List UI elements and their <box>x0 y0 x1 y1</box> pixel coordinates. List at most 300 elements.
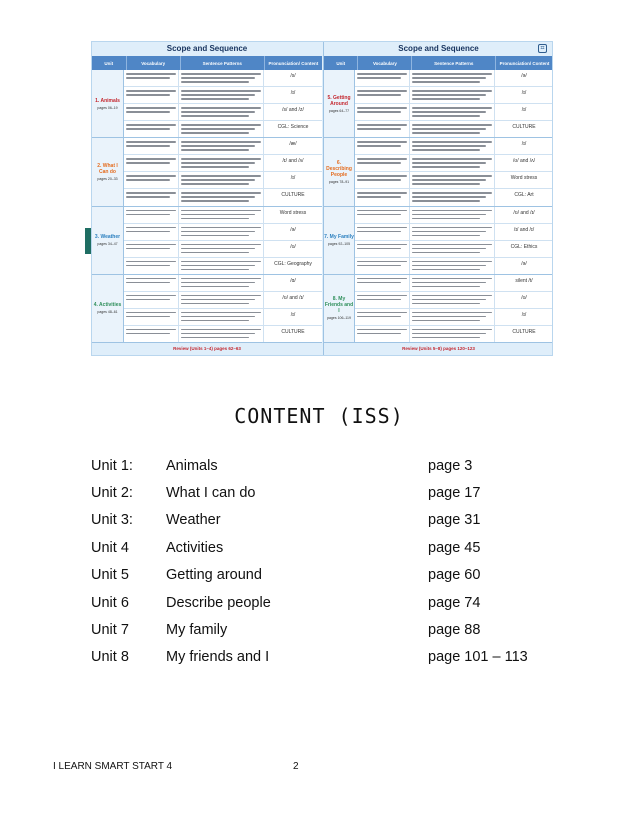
scope-text-line <box>181 94 255 96</box>
scope-cell <box>124 87 179 103</box>
scope-line <box>124 189 322 205</box>
scope-unit-pages: pages 48–61 <box>97 310 118 315</box>
scope-text-line <box>412 329 492 331</box>
scope-cell <box>495 258 553 274</box>
toc-unit-title: Animals <box>166 457 218 474</box>
scope-unit-lines <box>124 138 322 205</box>
scope-cell <box>410 189 495 205</box>
scope-line <box>355 224 553 241</box>
scope-text-line <box>126 261 176 263</box>
scope-cell <box>495 104 553 120</box>
scope-cell <box>179 326 264 342</box>
toc-page-ref: page 3 <box>428 457 473 474</box>
scope-text-line <box>412 337 480 339</box>
scope-text-line <box>181 235 249 237</box>
scope-unit-lines <box>124 275 322 342</box>
scope-text-line <box>126 248 170 250</box>
toc-unit-label: Unit 4 <box>91 539 129 556</box>
scope-text-line <box>181 111 255 113</box>
pronunciation-text: Word stress <box>510 175 538 182</box>
toc-row <box>91 507 551 534</box>
scope-cell <box>124 155 179 171</box>
scope-text-line <box>357 210 407 212</box>
scope-text-line <box>181 282 255 284</box>
pronunciation-text: /ɪ/ <box>290 311 296 318</box>
pronunciation-text: CULTURE <box>281 328 305 335</box>
scope-text-line <box>126 299 170 301</box>
scope-text-line <box>126 227 176 229</box>
scope-cell <box>355 70 410 86</box>
scope-text-line <box>181 278 261 280</box>
scope-cell <box>124 241 179 257</box>
scope-text-line <box>412 141 492 143</box>
scope-sequence-image <box>91 41 553 356</box>
scope-text-line <box>357 333 401 335</box>
scope-text-line <box>412 265 486 267</box>
scope-line <box>355 241 553 258</box>
scope-text-line <box>181 162 255 164</box>
scope-text-line <box>181 337 249 339</box>
scope-text-line <box>126 111 170 113</box>
scope-line <box>355 258 553 274</box>
scope-text-line <box>412 111 486 113</box>
scope-cell <box>264 258 322 274</box>
footer-page-number: 2 <box>293 761 299 772</box>
scope-text-line <box>181 77 255 79</box>
scope-text-line <box>181 261 261 263</box>
scope-text-line <box>412 77 486 79</box>
scope-text-line <box>181 248 255 250</box>
scope-text-line <box>181 312 261 314</box>
pronunciation-text: /ɪ/ and /ʌ/ <box>282 158 304 165</box>
scope-cell <box>124 258 179 274</box>
scope-line <box>124 70 322 87</box>
scope-unit-cell <box>92 138 124 205</box>
scope-cell <box>264 172 322 188</box>
scope-text-line <box>181 320 249 322</box>
scope-cell <box>410 207 495 223</box>
scope-text-line <box>181 90 261 92</box>
pronunciation-text: CGL: Art <box>514 192 534 199</box>
scope-cell <box>124 189 179 205</box>
scope-cell <box>355 224 410 240</box>
scope-text-line <box>181 265 255 267</box>
toc-unit-label: Unit 3: <box>91 512 133 529</box>
scope-text-line <box>412 282 486 284</box>
scope-unit-lines <box>124 70 322 137</box>
scope-text-line <box>181 329 261 331</box>
scope-text-line <box>357 282 401 284</box>
scope-unit-lines <box>355 275 553 342</box>
scope-cell <box>179 104 264 120</box>
scope-text-line <box>126 94 170 96</box>
scope-unit-name: 2. What I Can do <box>97 162 118 175</box>
scope-text-line <box>357 196 401 198</box>
toc-page-ref: page 88 <box>428 622 481 639</box>
scope-line <box>355 309 553 326</box>
scope-cell <box>495 224 553 240</box>
scope-text-line <box>357 312 407 314</box>
scope-cell <box>179 70 264 86</box>
scope-cell <box>410 70 495 86</box>
scope-text-line <box>412 210 492 212</box>
scope-text-line <box>181 333 255 335</box>
scope-cell <box>495 87 553 103</box>
scope-text-line <box>181 179 255 181</box>
scope-text-line <box>181 269 249 271</box>
table-body-right <box>324 70 553 343</box>
scope-cell <box>355 292 410 308</box>
scope-text-line <box>412 218 480 220</box>
scope-text-line <box>126 329 176 331</box>
toc-page-ref: page 45 <box>428 539 481 556</box>
scope-line <box>124 138 322 155</box>
scope-cell <box>179 155 264 171</box>
scope-cell <box>179 207 264 223</box>
scope-cell <box>264 292 322 308</box>
expand-icon: ⌗ <box>538 44 547 53</box>
scope-unit-row <box>92 207 322 275</box>
toc-page-ref: page 17 <box>428 485 481 502</box>
scope-text-line <box>181 200 249 202</box>
scope-text-line <box>412 98 480 100</box>
scope-unit-pages: pages 34–47 <box>97 242 118 247</box>
scope-cell <box>124 138 179 154</box>
scope-cell <box>264 121 322 137</box>
toc-unit-title: My friends and I <box>166 649 270 666</box>
scope-text-line <box>181 145 255 147</box>
toc-row <box>91 534 551 561</box>
scope-cell <box>355 172 410 188</box>
scope-cell <box>355 309 410 325</box>
scope-cell <box>495 155 553 171</box>
scope-cell <box>124 275 179 291</box>
scope-line <box>124 207 322 224</box>
scope-cell <box>355 87 410 103</box>
scope-cell <box>355 138 410 154</box>
pronunciation-text: Word stress <box>279 209 307 216</box>
scope-text-line <box>412 115 480 117</box>
scope-line <box>124 241 322 258</box>
scope-text-line <box>357 192 407 194</box>
scope-cell <box>495 241 553 257</box>
toc-unit-label: Unit 7 <box>91 622 129 639</box>
toc-unit-label: Unit 8 <box>91 649 129 666</box>
scope-unit-cell <box>92 207 124 274</box>
pronunciation-text: /ə/ <box>521 73 527 79</box>
scope-text-line <box>412 227 492 229</box>
scope-text-line <box>412 183 480 185</box>
scope-text-line <box>181 303 249 305</box>
toc-unit-label: Unit 6 <box>91 594 129 611</box>
scope-unit-cell <box>324 207 355 274</box>
scope-unit-row <box>92 138 322 206</box>
scope-unit-lines <box>355 70 553 137</box>
scope-line <box>355 326 553 342</box>
scope-cell <box>355 326 410 342</box>
scope-line <box>355 275 553 292</box>
scope-unit-name: 1. Animals <box>95 97 120 104</box>
scope-line <box>355 207 553 224</box>
scope-unit-row <box>92 70 322 138</box>
pronunciation-text: /ɪ/ <box>521 141 527 148</box>
scope-text-line <box>126 312 176 314</box>
pronunciation-text: /ə/ <box>521 260 527 267</box>
scope-text-line <box>181 295 261 297</box>
scope-unit-row <box>324 207 553 275</box>
scope-cell <box>355 258 410 274</box>
scope-text-line <box>126 179 170 181</box>
scope-cell <box>495 275 553 291</box>
toc-unit-title: Activities <box>166 539 224 556</box>
scope-text-line <box>126 124 176 126</box>
scope-text-line <box>126 265 170 267</box>
pronunciation-text: /æ/ <box>289 141 297 148</box>
scope-cell <box>495 326 553 342</box>
scope-text-line <box>181 316 255 318</box>
scope-cell <box>410 155 495 171</box>
pronunciation-text: /ɪ/ <box>521 311 527 318</box>
scope-text-line <box>357 231 401 233</box>
scope-text-line <box>357 278 407 280</box>
scope-cell <box>410 87 495 103</box>
toc-unit-title: My family <box>166 622 228 639</box>
toc-unit-title: Weather <box>166 512 221 529</box>
toc-unit-label: Unit 1: <box>91 457 133 474</box>
scope-cell <box>124 309 179 325</box>
scope-cell <box>124 326 179 342</box>
scope-cell <box>264 155 322 171</box>
scope-text-line <box>126 145 170 147</box>
review-label-right: Review (Units 5–8) pages 120–123 <box>402 346 475 351</box>
scope-text-line <box>181 158 261 160</box>
scope-cell <box>495 292 553 308</box>
scope-text-line <box>412 299 486 301</box>
scope-unit-pages: pages 92–105 <box>327 242 351 247</box>
scope-text-line <box>412 316 486 318</box>
scope-unit-cell <box>324 275 355 342</box>
scope-line <box>355 138 553 155</box>
scope-text-line <box>181 149 249 151</box>
toc-unit-title: Getting around <box>166 567 262 584</box>
scope-text-line <box>412 128 486 130</box>
header-unit: Unit <box>324 56 358 70</box>
table-header-left <box>92 56 322 70</box>
scope-cell <box>410 138 495 154</box>
pronunciation-text: /ɪ/ and /ɪ/ <box>513 226 535 233</box>
scope-unit-lines <box>355 207 553 274</box>
scope-cell <box>495 121 553 137</box>
scope-text-line <box>126 316 170 318</box>
scope-cell <box>410 292 495 308</box>
scope-text-line <box>357 295 407 297</box>
scope-text-line <box>412 269 480 271</box>
scope-cell <box>410 172 495 188</box>
scope-text-line <box>412 261 492 263</box>
toc-row <box>91 479 551 506</box>
scope-line <box>124 326 322 342</box>
spread-title-right: Scope and Sequence <box>398 44 479 53</box>
scope-text-line <box>412 312 492 314</box>
scope-text-line <box>412 320 480 322</box>
scope-text-line <box>357 128 401 130</box>
scope-text-line <box>357 227 407 229</box>
scope-text-line <box>412 149 480 151</box>
scope-cell <box>355 155 410 171</box>
scope-unit-name: 6. Describing People <box>326 159 352 178</box>
scope-line <box>355 292 553 309</box>
scope-cell <box>410 309 495 325</box>
scope-text-line <box>181 214 255 216</box>
scope-text-line <box>412 107 492 109</box>
scope-cell <box>495 172 553 188</box>
scope-cell <box>179 292 264 308</box>
scope-unit-name: 5. Getting Around <box>327 94 351 107</box>
scope-unit-name: 4. Activities <box>93 302 122 309</box>
scope-text-line <box>181 227 261 229</box>
toc-page-ref: page 74 <box>428 594 481 611</box>
scope-line <box>355 87 553 104</box>
pronunciation-text: silent /t/ <box>515 277 533 284</box>
scope-text-line <box>126 158 176 160</box>
scope-unit-name: 3. Weather <box>94 234 121 241</box>
table-header-right <box>324 56 553 70</box>
scope-text-line <box>181 81 249 83</box>
scope-unit-cell <box>92 275 124 342</box>
scope-cell <box>495 309 553 325</box>
toc-unit-title: What I can do <box>166 485 256 502</box>
toc-row <box>91 452 551 479</box>
pronunciation-text: CGL: Science <box>277 124 309 131</box>
scope-cell <box>124 292 179 308</box>
table-body-left <box>92 70 322 343</box>
scope-text-line <box>181 128 255 130</box>
header-vocabulary: Vocabulary <box>358 56 412 70</box>
scope-text-line <box>412 248 486 250</box>
pronunciation-text: /ʊ/ and /ʌ/ <box>512 158 536 165</box>
header-unit: Unit <box>92 56 127 70</box>
scope-text-line <box>126 162 170 164</box>
scope-unit-lines <box>124 207 322 274</box>
pronunciation-text: /s/ and /z/ <box>282 107 304 114</box>
scope-text-line <box>181 166 249 168</box>
scope-text-line <box>357 265 401 267</box>
scope-text-line <box>181 210 261 212</box>
scope-text-line <box>181 196 255 198</box>
scope-cell <box>355 207 410 223</box>
header-pronunciation: Pronunciation/ Content <box>268 60 319 66</box>
scope-text-line <box>181 124 261 126</box>
scope-text-line <box>126 141 176 143</box>
scope-text-line <box>412 192 492 194</box>
pronunciation-text: /s/ <box>290 73 296 79</box>
scope-text-line <box>181 244 261 246</box>
scope-text-line <box>126 107 176 109</box>
scope-cell <box>264 275 322 291</box>
scope-text-line <box>357 162 401 164</box>
scope-text-line <box>357 145 401 147</box>
scope-cell <box>410 258 495 274</box>
scope-cell <box>410 275 495 291</box>
scope-text-line <box>357 77 401 79</box>
scope-line <box>124 258 322 274</box>
scope-unit-name: 8. My Friends and I <box>324 296 354 315</box>
scope-cell <box>124 70 179 86</box>
scope-cell <box>264 241 322 257</box>
scope-cell <box>179 241 264 257</box>
scope-line <box>124 121 322 137</box>
scope-cell <box>355 275 410 291</box>
toc-unit-label: Unit 5 <box>91 567 129 584</box>
scope-cell <box>179 121 264 137</box>
scope-cell <box>495 189 553 205</box>
scope-cell <box>495 207 553 223</box>
scope-text-line <box>412 81 480 83</box>
scope-cell <box>410 326 495 342</box>
scope-line <box>124 292 322 309</box>
scope-text-line <box>126 231 170 233</box>
scope-text-line <box>181 192 261 194</box>
toc-page-ref: page 60 <box>428 567 481 584</box>
table-of-contents <box>91 452 551 671</box>
scope-text-line <box>412 132 480 134</box>
scope-cell <box>179 172 264 188</box>
pronunciation-text: CGL: Ethics <box>510 243 538 250</box>
scope-text-line <box>181 299 255 301</box>
scope-text-line <box>126 73 176 75</box>
toc-row <box>91 589 551 616</box>
scope-cell <box>495 70 553 86</box>
scope-text-line <box>126 128 170 130</box>
scope-text-line <box>412 231 486 233</box>
scope-text-line <box>126 282 170 284</box>
scope-text-line <box>126 175 176 177</box>
scope-text-line <box>412 235 480 237</box>
scope-cell <box>264 326 322 342</box>
scope-text-line <box>412 244 492 246</box>
scope-text-line <box>357 329 407 331</box>
scope-cell <box>410 121 495 137</box>
scope-text-line <box>357 141 407 143</box>
scope-unit-pages: pages 106–119 <box>327 316 351 321</box>
scope-cell <box>264 309 322 325</box>
scope-text-line <box>412 162 486 164</box>
scope-cell <box>355 121 410 137</box>
scope-text-line <box>357 248 401 250</box>
scope-text-line <box>126 295 176 297</box>
scope-text-line <box>412 94 486 96</box>
scope-cell <box>124 104 179 120</box>
scope-line <box>355 104 553 121</box>
pronunciation-text: /ʊ/ and /ɪ/ <box>282 294 304 301</box>
scope-text-line <box>412 196 486 198</box>
pronunciation-text: /ʊ/ and /ɪ/ <box>513 209 535 216</box>
scope-text-line <box>181 183 249 185</box>
scope-spread-right <box>323 42 553 355</box>
scope-line <box>124 224 322 241</box>
scope-cell <box>179 189 264 205</box>
scope-cell <box>264 189 322 205</box>
scope-cell <box>124 172 179 188</box>
scope-unit-pages: pages 64–77 <box>328 108 350 113</box>
scope-unit-name: 7. My Family <box>324 234 354 241</box>
scope-cell <box>264 224 322 240</box>
scope-cell <box>179 138 264 154</box>
scope-cell <box>124 121 179 137</box>
scope-text-line <box>181 231 255 233</box>
scope-line <box>124 104 322 121</box>
scope-line <box>124 172 322 189</box>
